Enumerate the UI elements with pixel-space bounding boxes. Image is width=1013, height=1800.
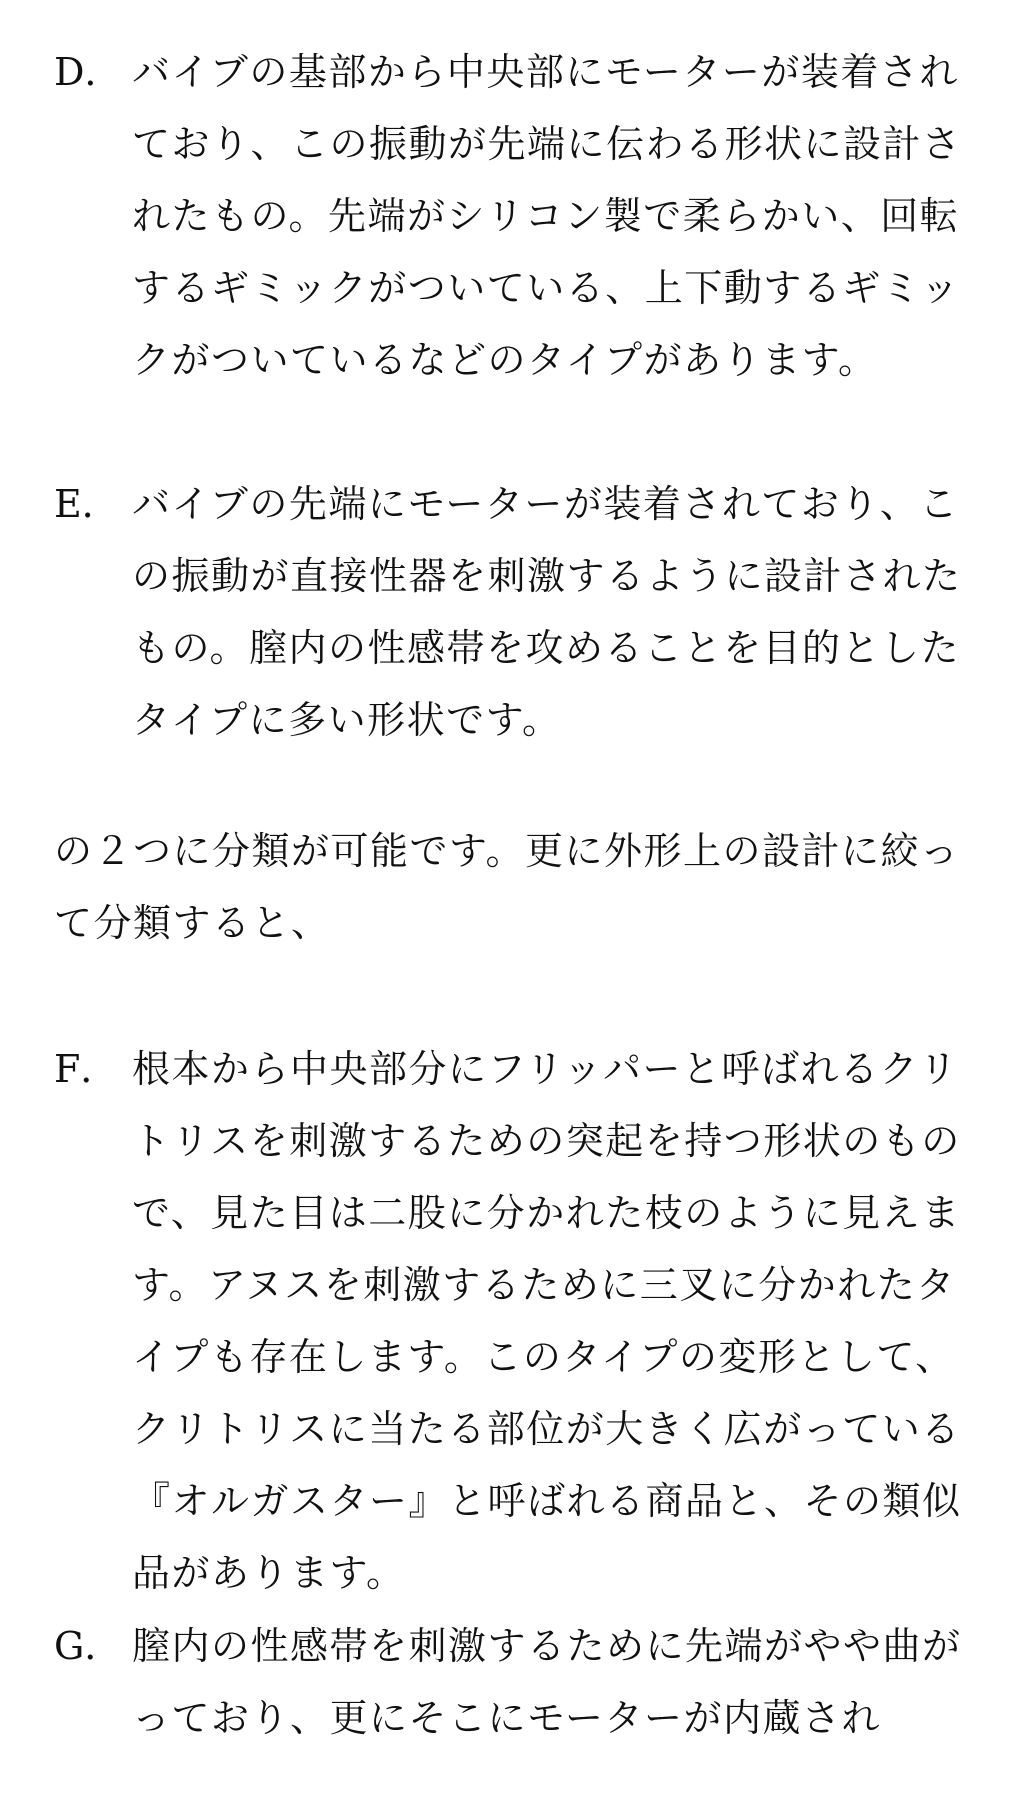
item-text-f: 根本から中央部分にフリッパーと呼ばれるクリトリスを刺激するための突起を持つ形状のもので、見た目は二股に分かれた枝のように見えます。アヌスを刺激するために三叉に分かれたタイプも存在します。このタイプの変形として、クリトリスに当たる部位が大きく広がっている『オルガスター』と呼ばれる商品と、その類似品があります。: [132, 1047, 962, 1595]
item-label-e: E．: [54, 482, 120, 526]
item-text-d: バイブの基部から中央部にモーターが装着されており、この振動が先端に伝わる形状に設計されたもの。先端がシリコン製で柔らかい、回転するギミックがついている、上下動するギミックがついているなどのタイプがあります。: [132, 50, 962, 382]
item-label-f: F．: [54, 1047, 119, 1091]
item-label-g: G．: [54, 1624, 123, 1668]
item-text-g: 膣内の性感帯を刺激するために先端がやや曲がっており、更にそこにモーターが内蔵され: [132, 1624, 962, 1740]
item-text-e: バイブの先端にモーターが装着されており、この振動が直接性器を刺激するように設計されたもの。膣内の性感帯を攻めることを目的としたタイプに多い形状です。: [132, 482, 962, 742]
item-label-d: D．: [54, 50, 123, 94]
body-paragraph: の２つに分類が可能です。更に外形上の設計に絞って分類すると、: [54, 829, 960, 945]
